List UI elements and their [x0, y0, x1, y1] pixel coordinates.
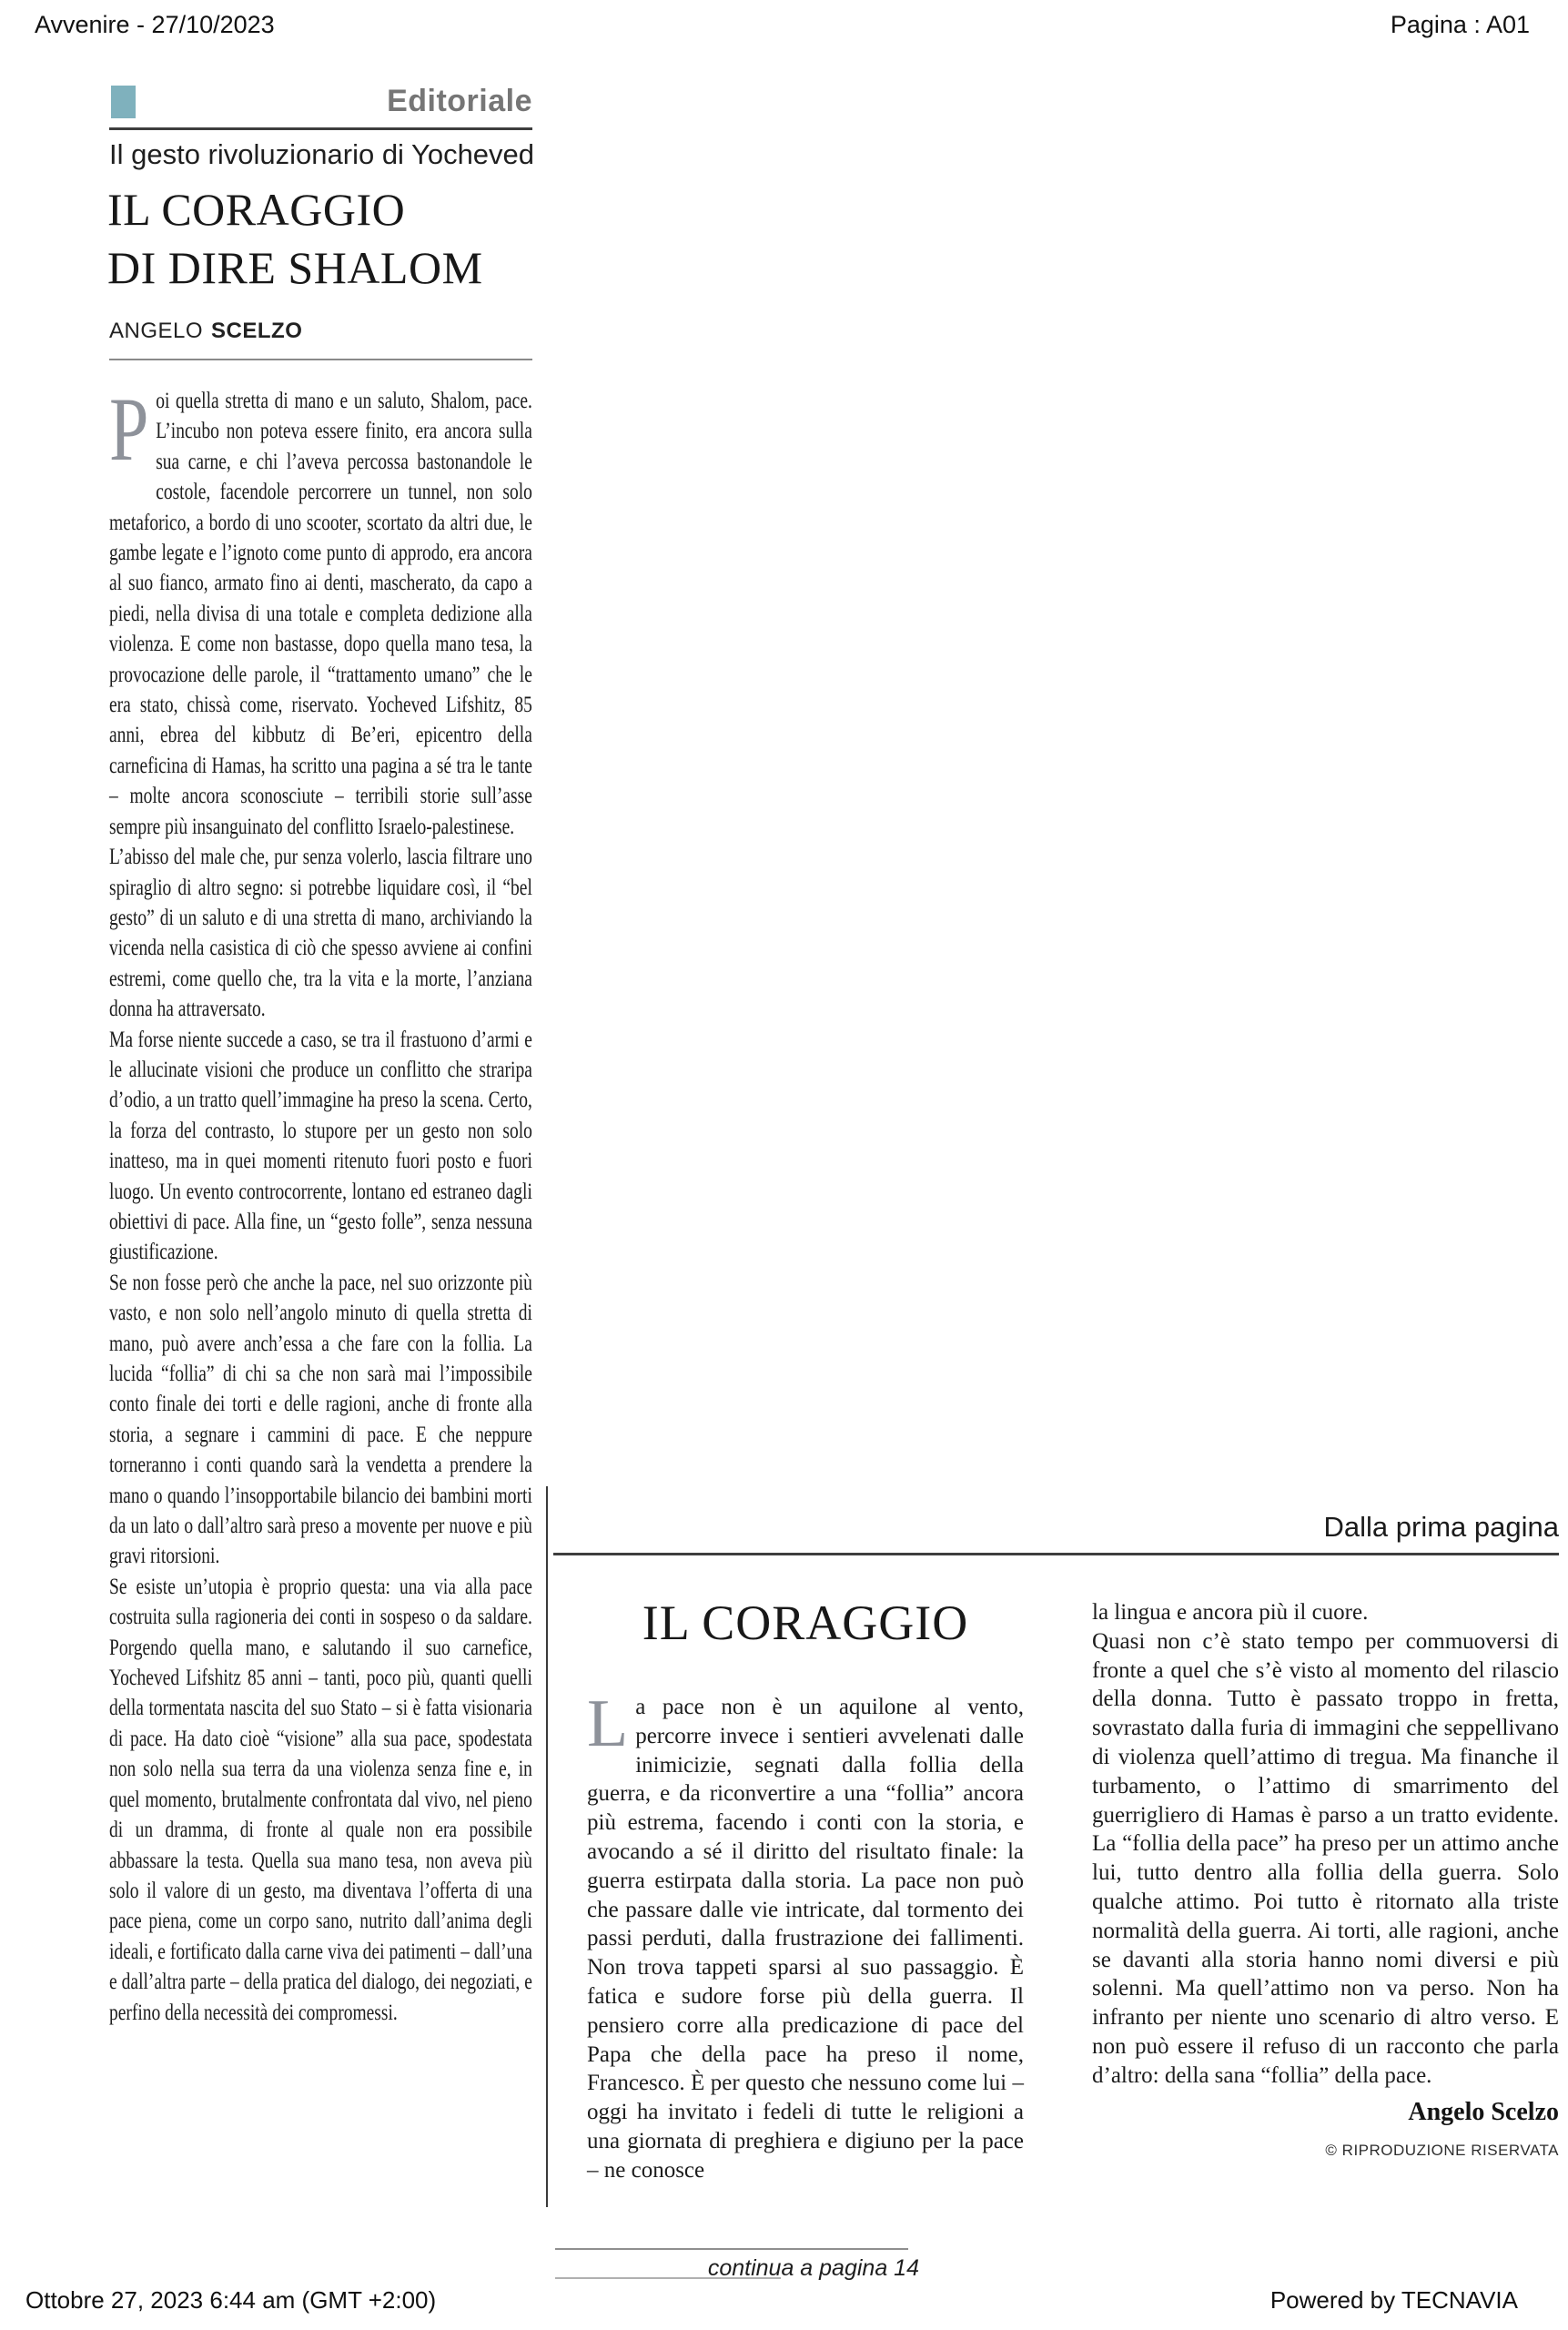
headline-line1: IL CORAGGIO [107, 184, 406, 235]
paragraph: Se esiste un’utopia è proprio questa: una via alla pace costruita sulla ragioneria dei conti in sospeso o da saldare. Porgendo quella mano, e salutando il suo carnefice, Yocheved Lifshitz 85 anni – tanti, poco più, quanti quelli della tormentata nascita del suo Stato – si è fatta visionaria di pace. Ha dato cioè “visione” alla sua pace, spodestata non solo nella sua terra da una violenza senza fine e, in quel momento, brutalmente confrontata dal vivo, nel pieno di un dramma, di fronte al quale non era possibile abbassare la testa. Quella sua mano tesa, non aveva più solo il valore di un gesto, ma diventava l’offerta di una pace piena, come un corpo sano, nutrito dall’anima degli ideali, e fortificato dalla carne viva dei patimenti – dall’una e dall’altra parte – della pratica del dialogo, dei negoziati, e perfino della necessità dei compromessi. [109, 1574, 532, 2025]
page-number: Pagina : A01 [1390, 11, 1530, 38]
paragraph: Ma forse niente succede a caso, se tra il frastuono d’armi e le allucinate visioni che produce un conflitto che straripa d’odio, a un tratto quell’immagine ha preso la scena. Certo, la forza del contrasto, lo stupore per un gesto non solo inatteso, ma in quei momenti ritenuto fuori posto e fuori luogo. Un evento controcorrente, lontano ed estraneo dagli obiettivi di pace. Alla fine, un “gesto folle”, senza nessuna giustificazione. [109, 1027, 532, 1265]
continuation-title: IL CORAGGIO [642, 1596, 969, 1650]
paragraph: Se non fosse però che anche la pace, nel suo orizzonte più vasto, e non solo nell’angolo minuto di quella stretta di mano, può avere anch’essa a che fare con la follia. La lucida “follia” di chi sa che non sarà mai l’impossibile conto finale dei torti e delle ragioni, anche di fronte alla storia, a segnare i cammini di pace. E che neppure torneranno i conti quando sarà la vendetta a prendere la mano o quando l’insopportabile bilancio dei bambini morti da un lato o dall’altro sarà preso a movente per nuove e più gravi ritorsioni. [109, 1270, 532, 1569]
edition-date: Avvenire - 27/10/2023 [35, 11, 275, 38]
column-divider-rule [546, 1486, 548, 2207]
section-label: Editoriale [387, 84, 532, 118]
drop-cap: P [109, 379, 149, 480]
paragraph-text: a pace non è un aquilone al vento, percorre invece i sentieri avvelenati dalle inimicizie, segnati dalla follia della guerra, e da riconvertire a una “follia” ancora più estrema, facendo i conti con la storia, e avocando a sé il diritto del risultato finale: la guerra estirpata dalla storia. La pace non può che passare dalle vie intricate, dal tormento dei passi perduti, dalla frustrazione dei fallimenti. Non trova tappeti sparsi al suo passaggio. È fatica e sudore forse più della guerra. Il pensiero corre alla predicazione di pace del Papa che della pace ha preso il nome, Francesco. È per questo che nessuno come lui – oggi ha invitato i fedeli di tutte le religioni a una giornata di preghiera e digiuno per la pace – ne conosce [587, 1695, 1024, 2183]
article-signature: Angelo Scelzo [1408, 2097, 1559, 2126]
footer-credit-link[interactable]: Powered by TECNAVIA [1270, 2286, 1518, 2314]
paragraph: L’abisso del male che, pur senza volerlo, lascia filtrare uno spiraglio di altro segno: si potrebbe liquidare così, il “bel gesto” di un saluto e di una stretta di mano, archiviando la vicenda nella casistica di ciò che spesso avviene ai confini estremi, come quello che, tra la vita e la morte, l’anziana donna ha attraversato. [109, 845, 532, 1022]
jump-line-rule-top [555, 2248, 908, 2250]
continuation-column-1 [587, 1687, 1024, 2185]
section-marker-square [111, 86, 136, 118]
paragraph: la lingua e ancora più il cuore. [1092, 1600, 1369, 1625]
headline [107, 180, 562, 297]
drop-cap: L [587, 1687, 629, 1761]
editorial-body-column [109, 379, 532, 2028]
continuation-column-2 [1092, 1598, 1559, 2160]
paragraph [587, 1687, 1024, 2185]
continua-a-pagina-link[interactable]: continua a pagina 14 [707, 2255, 919, 2281]
author-last-name: SCELZO [211, 319, 303, 343]
section-header [109, 82, 532, 130]
footer-timestamp: Ottobre 27, 2023 6:44 am (GMT +2:00) [25, 2286, 437, 2314]
paragraph [109, 379, 532, 842]
headline-line2: DI DIRE SHALOM [107, 242, 483, 293]
byline [109, 319, 532, 360]
continued-from-front-label: Dalla prima pagina [553, 1511, 1559, 1555]
author-first-name: ANGELO [109, 319, 204, 343]
kicker: Il gesto rivoluzionario di Yocheved [109, 138, 535, 170]
copyright-notice: © RIPRODUZIONE RISERVATA [1325, 2141, 1559, 2159]
paragraph: Quasi non c’è stato tempo per commuoversi di fronte a quel che s’è visto al momento del rilascio della donna. Tutto è passato troppo in fretta, sovrastato dalla furia di immagini che seppellivano di violenza quell’attimo di tregua. Ma finanche il turbamento, o l’attimo di smarrimento del guerrigliero di Hamas è parso a un tratto evidente. La “follia della pace” ha preso per un attimo anche lui, tutto dentro alla follia della guerra. Solo qualche attimo. Poi tutto è ritornato alla triste normalità della guerra. Ai torti, alle ragioni, anche se davanti alla storia hanno nomi diversi e più solenni. Ma quell’attimo non va perso. Non ha infranto per niente uno scenario di altro verso. E non può essere il refuso di un racconto che parla d’altro: della sana “follia” della pace. [1092, 1628, 1559, 2088]
paragraph-text: oi quella stretta di mano e un saluto, Shalom, pace. L’incubo non poteva essere finito, era ancora sulla sua carne, e chi l’aveva percossa bastonandole le costole, facendole percorrere un tunnel, non solo metaforico, a bordo di uno scooter, scortato da altri due, le gambe legate e l’ignoto come punto di approdo, era ancora al suo fianco, armato fino ai denti, mascherato, da capo a piedi, nella divisa di una totale e completa dedizione alla violenza. E come non bastasse, dopo quella mano tesa, la provocazione delle parole, il “trattamento umano” che le era stato, chissà come, riservato. Yocheved Lifshitz, 85 anni, ebrea del kibbutz di Be’eri, epicentro della carneficina di Hamas, ha scritto una pagina a sé tra le tante – molte ancora sconosciute – terribili storie sull’asse sempre più insanguinato del conflitto Israelo-palestinese. [109, 389, 532, 839]
